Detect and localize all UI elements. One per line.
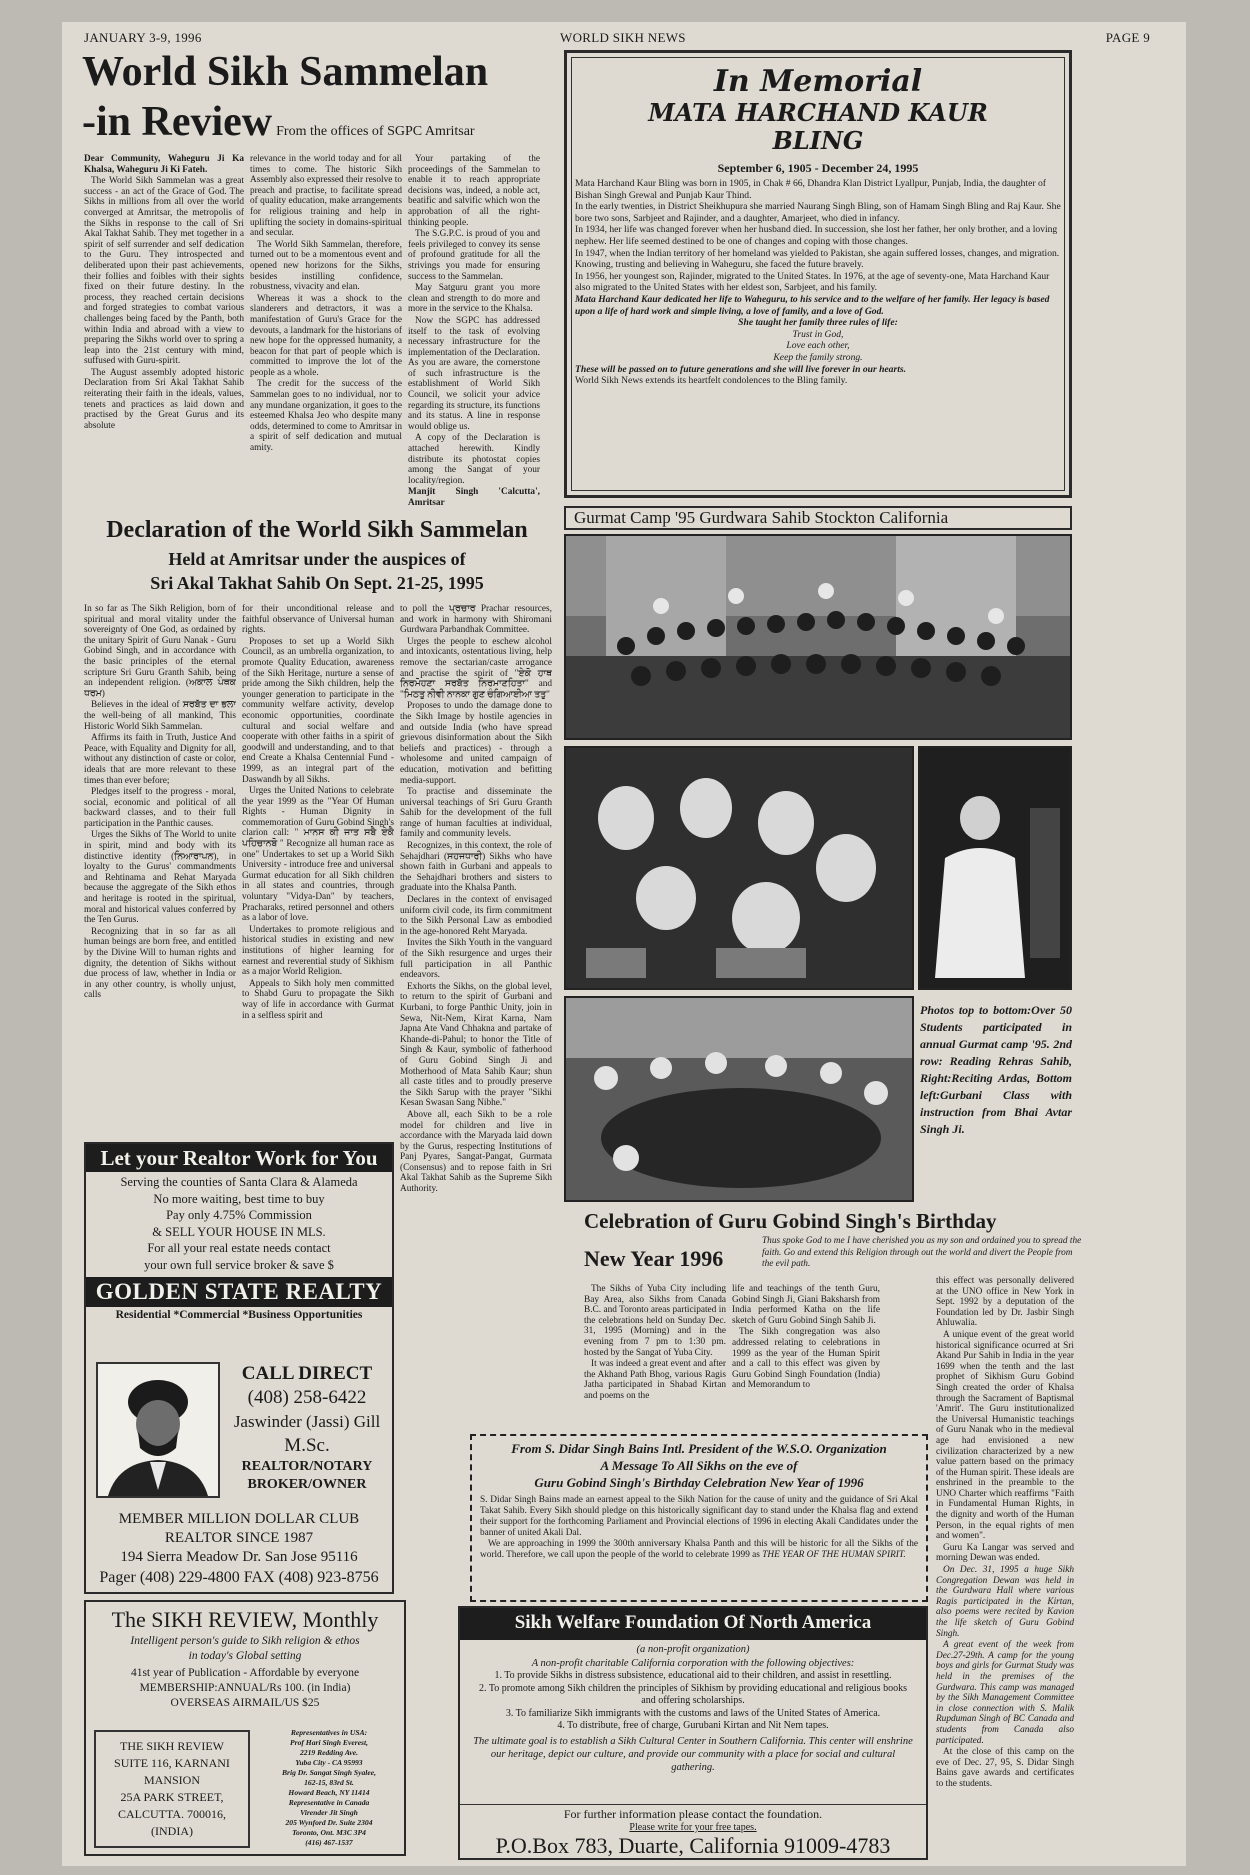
declaration-paragraph: Proposes to set up a World Sikh Council, as an umbrella organization, to promote Quality Education, awareness of the Sikh Heritage, nurture a sense of pride among the Sikh children, help the younger generation to participate in the community welfare activity, develop economic opportunities, coordinate cultural and social welfare and cooperate with other faiths in a spirit of goodwill and understanding, and to that end Create a Khalsa Centennial Fund - 1999, as an integral part of the Daswandh by all Sikhs. xyxy=(242,636,394,785)
realtor-footer xyxy=(86,1510,392,1589)
declaration-paragraph: Above all, each Sikh to be a role model for children and live in accordance with the Maryada laid down by the Gurus, respecting Institutions of Panj Pyares, Sangat-Pangat, Gurmata (Consensus) and to repose faith in Sri Akal Takhat Sahib as the Supreme Sikh Authority. xyxy=(400,1109,552,1195)
review-paragraph: The S.G.P.C. is proud of you and feels privileged to convey its sense of profound gratitude for all the strivings you made for ensuring success to the Sammelan. xyxy=(408,229,540,282)
memorial-paragraph: In 1956, her youngest son, Rajinder, migrated to the United States. In 1976, at the age of seventy-one, Mata Harchand Kaur also migrated to the United States with her eldest son, Sarbjeet, and his family. xyxy=(575,270,1050,294)
realtor-services: Residential *Commercial *Business Opportunities xyxy=(115,1309,363,1321)
page-number: PAGE 9 xyxy=(1105,30,1150,45)
declaration-paragraph: Urges the Sikhs of The World to unite in spirit, mind and body with its distinctive identity (ਨਿਆਰਾਪਨ), in loyalty to the Gurus' commandments and Rehtinama and Rehat Maryada because the aggregate of the Sikh ethos and heritage is rooted in the spiritual, moral and historical values conferred by the Ten Gurus. xyxy=(84,830,236,926)
memorial-body xyxy=(575,178,1061,387)
review-paragraph: The August assembly adopted historic Declaration from Sri Akal Takhat Sahib reiterating their faith in the ideals, values, tenets and practices as laid down and practised by the Great Gurus and its absolute xyxy=(84,367,244,431)
address-line: SUITE 116, KARNANI xyxy=(114,1756,230,1770)
review-paragraph: relevance in the world today and for all times to come. The historic Sikh Assembly also expressed their resolve to preach and practise, to facilitate spread of quality education, make arrangements for religious training and help in uplifting the society in domains-spiritual and secular. xyxy=(250,154,402,239)
declaration-subtitle-2: Sri Akal Takhat Sahib On Sept. 21-25, 1995 xyxy=(150,573,484,593)
welfare-objectives xyxy=(460,1670,926,1733)
welfare-objective: 1. To provide Sikhs in distress subsistence, educational aid to their children, and assist in resettling. xyxy=(494,1670,892,1681)
address-line: (INDIA) xyxy=(151,1824,193,1838)
memorial-paragraph: In the early twenties, in District Sheikhupura she married Naurang Singh Bling, son of Hamam Singh Bling and Raj Kaur. She bore two sons, Sarbjeet and Rajinder, and a daughter, Amarjeet, who died in infancy. xyxy=(575,201,1061,224)
sikh-review-tagline: Intelligent person's guide to Sikh religion & ethos xyxy=(130,1635,360,1647)
message-heading: From S. Didar Singh Bains Intl. President of the W.S.O. Organization xyxy=(511,1441,887,1456)
ardas-photo xyxy=(918,746,1072,990)
celebration-paragraph: The Sikh congregation was also addressed relating to celebrations in 1999 as the year of the Human Spirit and a call to this effect was given by Guru Gobind Singh Foundation (India) and Memorandum to xyxy=(732,1327,880,1391)
welfare-info: For further information please contact the foundation. xyxy=(460,1804,926,1821)
celebration-paragraph: A unique event of the great world historical significance ocurred at Sri Akand Pur Sahib in India in the year 1699 when the tenth and the last prophet of Sikhism Guru Gobind Singh created the order of Khalsa through the Sacrament of Baptismal 'Amrit'. The Guru institutionalized the Universal Humanistic teachings of Guru Nanak who in the medieval age had envisioned a new civilization characterized by a new value pattern based on the primacy of the Human spirit. These ideals are enshrined in the preamble to the UNO Charter which reaffirms "Faith in Fundamental Human Rights, in the dignity and worth of the Human Person, in the equal rights of men and women". xyxy=(936,1329,1074,1542)
sikh-review-membership: MEMBERSHIP:ANNUAL/Rs 100. (in India) xyxy=(139,1682,351,1694)
rep-line: (416) 467-1537 xyxy=(305,1838,353,1847)
memorial-name: MATA HARCHAND KAUR xyxy=(648,98,988,127)
paper-name: WORLD SIKH NEWS xyxy=(560,30,686,45)
celebration-quote: Thus spoke God to me I have cherished you as my son and ordained you to spread the faith. Go and extend this Religion through out the world and divert the People from the evil path. xyxy=(762,1236,1082,1269)
memorial-rule: Trust in God, xyxy=(792,328,844,340)
declaration-paragraph: Proposes to undo the damage done to the Sikh Image by hostile agencies in and outside India (who have spread grievous disinformation about the Sikh beliefs and practices) - through a wholesome and united campaign of education, motivation and befitting media-support. xyxy=(400,701,552,786)
review-paragraph: May Satguru grant you more clean and strength to do more and more in the service to the Khalsa. xyxy=(408,283,540,315)
welfare-tapes-link[interactable]: Please write for your free tapes. xyxy=(629,1822,757,1833)
celebration-paragraph: On Dec. 31, 1995 a huge Sikh Congregation Dewan was held in the Gurdwara Hall where various Ragis participated in the Kirtan, also poems were recited by Kavion the life sketch of Guru Gobind Singh. xyxy=(936,1565,1074,1639)
message-subheading: A Message To All Sikhs on the eve of xyxy=(600,1458,798,1473)
review-paragraph: A copy of the Declaration is attached herewith. Kindly distribute its photostat copies among the Sangat of your locality/region. xyxy=(408,433,540,486)
memorial-title: In Memorial xyxy=(713,64,923,99)
rep-line: Toronto, Ont. M3C 3P4 xyxy=(292,1828,366,1837)
declaration-paragraph: Declares in the context of envisaged uniform civil code, its firm commitment to the Sikh Personal Law as embodied in the age-honored Reht Maryada. xyxy=(400,895,552,937)
memorial-rules-intro: She taught her family three rules of life: xyxy=(738,317,898,329)
memorial-dates: September 6, 1905 - December 24, 1995 xyxy=(717,161,919,175)
rep-line: Howard Beach, NY 11414 xyxy=(288,1788,370,1797)
review-paragraph: The World Sikh Sammelan, therefore, turned out to be a momentous event and opened new horizons for the Sikhs, besides instilling confidence, robustness, vivacity and elan. xyxy=(250,239,402,293)
realtor-pitch xyxy=(86,1174,392,1273)
celebration-paragraph: At the close of this camp on the eve of Dec. 27, 95, S. Didar Singh Bains gave awards and certificates to the students. xyxy=(936,1747,1074,1789)
memorial-box xyxy=(564,50,1072,498)
rep-line: Representative in Canada xyxy=(288,1798,370,1807)
sikh-review-representatives xyxy=(256,1728,402,1848)
gurmat-heading: Gurmat Camp '95 Gurdwara Sahib Stockton California xyxy=(564,506,1072,530)
welfare-foundation-ad xyxy=(458,1606,928,1860)
message-occasion: Guru Gobind Singh's Birthday Celebration New Year of 1996 xyxy=(534,1475,864,1490)
address-line: THE SIKH REVIEW xyxy=(120,1739,224,1753)
review-paragraph: Your partaking of the proceedings of the Sammelan to enable it to reach appropriate decisions was, indeed, a noble act, beatific and salvific which won the approbation of all the right-thinking people. xyxy=(408,154,540,228)
gurbani-class-photo xyxy=(564,996,914,1202)
review-title-line2 xyxy=(82,98,542,146)
celebration-subtitle: New Year 1996 xyxy=(584,1246,724,1271)
declaration-paragraph: Urges the United Nations to celebrate the year 1999 as the "Year Of Human Rights - Human Dignity in commemoration of Guru Gobind Singh's clarion call: " ਮਾਨਸ ਕੀ ਜਾਤ ਸਬੈ ਏਕੈ ਪਹਿਚਾਨਬੋ " Recognize all human race as one" Undertakes to set up a World Sikh University - introduce free and universal Gurmat education for all Sikh children in all states and countries, through voluntary "Vidya-Dan" by teachers, Pracharaks, retired personnel and others as a labor of love. xyxy=(242,786,394,924)
review-col-3 xyxy=(408,154,540,532)
realtor-club: MEMBER MILLION DOLLAR CLUB xyxy=(118,1511,360,1527)
photo-caption: Photos top to bottom:Over 50 Students participated in annual Gurmat camp '95. 2nd row: Reading Rehras Sahib, Right:Reciting Ardas, Bottom left:Gurbani Class with instruction from Bhai Avtar Singh Ji. xyxy=(920,1003,1072,1136)
review-col-1 xyxy=(84,154,244,532)
sikh-review-title: The SIKH REVIEW, Monthly xyxy=(111,1607,379,1632)
declaration-title: Declaration of the World Sikh Sammelan xyxy=(106,517,528,543)
issue-date: JANUARY 3-9, 1996 xyxy=(84,30,202,45)
rep-line: Yuba City - CA 95993 xyxy=(295,1758,363,1767)
celebration-paragraph: A great event of the week from Dec.27-29th. A camp for the young boys and girls for Gurmat Study was held in the premises of the Gurdwara. This camp was managed by the Sikh Management Committee in close connection with S. Malik Rupduman Singh of BC Canada and students from Canada also participated. xyxy=(936,1640,1074,1746)
welfare-pobox: P.O.Box 783, Duarte, California 91009-4783 xyxy=(495,1833,891,1858)
review-paragraph: Whereas it was a shock to the slanderers and detractors, it was a manifestation of Guru's Grace for the devouts, a landmark for the historians of new hope for the oppressed humanity, a beacon for that part of people which is committed to improve the lot of the people as a whole. xyxy=(250,293,402,378)
review-salutation: Dear Community, Waheguru Ji Ka Khalsa, Waheguru Ji Ki Fateh. xyxy=(84,154,244,175)
realtor-agent-name: Jaswinder (Jassi) Gill xyxy=(233,1412,381,1431)
sikh-review-ad xyxy=(84,1600,406,1856)
memorial-surname: BLING xyxy=(772,126,864,155)
address-line: 25A PARK STREET, xyxy=(120,1790,224,1804)
message-appeal: We are approaching in 1999 the 300th anniversary Khalsa Panth and this will be historic for all the Sikhs of the world. Therefore, we call upon the people of the world to celebrate 1999 as xyxy=(480,1539,918,1560)
declaration-paragraph: Believes in the ideal of ਸਰਬੱਤ ਦਾ ਭਲਾ the well-being of all mankind, This Historic World Sikh Sammelan. xyxy=(84,700,236,732)
declaration-paragraph: for their unconditional release and faithful observance of Universal human rights. xyxy=(242,604,394,636)
celebration-paragraph: life and teachings of the tenth Guru, Gobind Singh Ji, Giani Baksharsh from India performed Katha on the life sketch of Guru Gobind Singh Sahib Ji. xyxy=(732,1284,880,1326)
celebration-paragraph: It was indeed a great event and after the Akhand Path Bhog, various Ragis Jatha participated in Shabad Kirtan and poems on the xyxy=(584,1359,726,1401)
rep-line: 2219 Redding Ave. xyxy=(299,1748,358,1757)
realtor-headline: Let your Realtor Work for You xyxy=(86,1144,392,1172)
realtor-contact xyxy=(222,1362,392,1494)
realtor-company: GOLDEN STATE REALTY xyxy=(86,1277,392,1307)
memorial-paragraph: Mata Harchand Kaur Bling was born in 1905, in Chak # 66, Dhandra Klan District Lyallpur, Punjab, India, the daughter of Bishan Singh Grewal and Punjab Kaur Thind. xyxy=(575,178,1046,201)
realtor-call-label: CALL DIRECT xyxy=(241,1363,373,1384)
sikh-review-line: 41st year of Publication - Affordable by everyone xyxy=(130,1667,360,1679)
sikh-review-tagline-2: in today's Global setting xyxy=(188,1650,302,1662)
rehras-reading-photo xyxy=(564,746,914,990)
message-year-title: THE YEAR OF THE HUMAN SPIRIT. xyxy=(762,1550,906,1560)
sikh-review-address xyxy=(94,1730,250,1848)
declaration-paragraph: Appeals to Sikh holy men committed to Shabd Guru to propagate the Sikh way of life in accordance with Gurmat in a selfless spirit and xyxy=(242,978,394,1021)
realtor-line: Pay only 4.75% Commission xyxy=(166,1208,312,1222)
realtor-phone: (408) 258-6422 xyxy=(247,1387,367,1408)
gurmat-group-photo xyxy=(564,534,1072,740)
review-signature: Manjit Singh 'Calcutta', Amritsar xyxy=(408,487,540,508)
rep-line: 205 Wynford Dr. Suite 2304 xyxy=(285,1818,373,1827)
review-paragraph: Now the SGPC has addressed itself to the task of evolving necessary infrastructure for the implementation of the Declaration. As you are aware, the cornerstone of such infrastructure is the establishment of World Sikh Council, we solicit your advice regarding its structure, its functions and its status. A line in response would oblige us. xyxy=(408,315,540,432)
declaration-paragraph: Exhorts the Sikhs, on the global level, to return to the spirit of Gurbani and Kurbani, to forge Panthic Unity, join in Sewa, Nit-Nem, Kirat Karna, Nam Japna Ate Vand Chhakna and partake of Khande-di-Pahul; to honor the Title of Singh & Kaur, symbolic of fatherhood of Guru Gobind Singh Ji and Motherhood of Mata Sahib Kaur; shun all caste titles and to proudly preserve the Sikh Sarup with the prayer "Sikhi Kesan Swasan Sang Nibhe." xyxy=(400,981,552,1109)
celebration-title: Celebration of Guru Gobind Singh's Birthday xyxy=(584,1209,997,1233)
rep-line: Brig Dr. Sangat Singh Syalee, xyxy=(281,1768,377,1777)
memorial-rule: Love each other, xyxy=(786,340,850,352)
welfare-objective: 4. To distribute, free of charge, Gurubani Kirtan and Nit Nem tapes. xyxy=(557,1720,829,1731)
memorial-paragraph: Knowing, trusting and believing in Waheguru, she faced the future bravely. xyxy=(575,259,864,271)
celebration-col-2 xyxy=(732,1284,880,1434)
review-paragraph: The credit for the success of the Sammelan goes to no individual, nor to any mundane organization, it goes to the esteemed Khalsa Jeo who despite many odds, determined to come to Amritsar in a spirit of self dedication and mutual amity. xyxy=(250,379,402,454)
declaration-paragraph: Urges the people to eschew alcohol and intoxicants, ostentatious living, help remove the sectarian/caste arrogance and practise the spirit of "ਏਕੋ ਹਾਥ ਨਿਰਮੋਹਣਾ ਸਰਬੱਤ ਨਿਰਮਾਣਹਿਤਾ" and "ਮਿਠਤੁ ਨੀਵੀ ਨਾਨਕਾ ਗੁਣ ਚੰਗਿਆਈਆ ਤਤੁ" xyxy=(400,636,552,700)
declaration-paragraph: Recognizing that in so far as all human beings are born free, and entitled by the Divine Will to human rights and dignity, the detention of Sikhs without due process of law, whether in India or in any other country, is wholly unjust, calls xyxy=(84,926,236,1001)
realtor-avatar xyxy=(96,1362,220,1498)
realtor-address: 194 Sierra Meadow Dr. San Jose 95116 xyxy=(120,1549,358,1565)
review-byline: From the offices of SGPC Amritsar xyxy=(276,124,475,139)
address-line: MANSION xyxy=(143,1773,200,1787)
declaration-paragraph: Affirms its faith in Truth, Justice And Peace, with Equality and Dignity for all, without any distinction of caste or color, ideals that are more relevant to these times than ever before; xyxy=(84,733,236,786)
realtor-since: REALTOR SINCE 1987 xyxy=(164,1530,314,1546)
rep-line: 162-15, 83rd St. xyxy=(304,1778,354,1787)
realtor-role-1: REALTOR/NOTARY xyxy=(241,1459,373,1474)
realtor-pager: Pager (408) 229-4800 FAX (408) 923-8756 xyxy=(99,1569,379,1586)
welfare-subtitle: (a non-profit organization) xyxy=(636,1644,750,1655)
rep-line: Prof Hari Singh Everest, xyxy=(289,1738,369,1747)
welfare-goal: The ultimate goal is to establish a Sikh Cultural Center in Southern California. This center will enshrine our heritage, depict our culture, and provide our community with a place for social and cultural gathering. xyxy=(473,1735,913,1773)
declaration-subtitle-1: Held at Amritsar under the auspices of xyxy=(168,549,466,569)
welfare-intro: A non-profit charitable California corporation with the following objectives: xyxy=(531,1658,855,1669)
celebration-paragraph: Guru Ka Langar was served and morning Dewan was ended. xyxy=(936,1542,1074,1564)
realtor-role-2: BROKER/OWNER xyxy=(247,1477,367,1492)
celebration-col-1 xyxy=(584,1284,726,1434)
sikh-review-overseas: OVERSEAS AIRMAIL/US $25 xyxy=(170,1697,320,1709)
realtor-degree: M.Sc. xyxy=(284,1435,330,1456)
welfare-title: Sikh Welfare Foundation Of North America xyxy=(460,1608,926,1640)
memorial-paragraph: In 1934, her life was changed forever when her husband died. In succession, she lost her father, her only brother, and a loving nephew. Her life seemed destined to be one of changes and coping with those changes. xyxy=(575,224,1058,247)
declaration-col-1 xyxy=(84,604,236,1140)
memorial-closing: These will be passed on to future generations and she will live forever in our hearts. xyxy=(575,363,907,375)
realtor-ad xyxy=(84,1142,394,1594)
message-body-2 xyxy=(480,1539,918,1561)
declaration-paragraph: to poll the ਪ੍ਰਚਾਰ Prachar resources, and work in harmony with Shiromani Gurdwara Parbandhak Committee. xyxy=(400,604,552,636)
celebration-col-3 xyxy=(936,1276,1074,1858)
rep-line: Virender Jit Singh xyxy=(300,1808,358,1817)
review-col-2 xyxy=(250,154,402,532)
realtor-line: Serving the counties of Santa Clara & Alameda xyxy=(120,1175,358,1189)
newspaper-page xyxy=(62,22,1186,1866)
welfare-objective: 2. To promote among Sikh children the principles of Sikhism by providing educational and religious books and offering scholarships. xyxy=(479,1682,907,1706)
realtor-line: No more waiting, best time to buy xyxy=(153,1191,325,1206)
wso-message-box xyxy=(470,1434,928,1602)
realtor-line: your own full service broker & save $ xyxy=(144,1257,334,1272)
review-paragraph: The World Sikh Sammelan was a great success - an act of the Grace of God. The Sikhs in millions from all over the world converged at Amritsar, the metropolis of the Sikhs in response to the call of Sri Akal Takhat Sahib. They met together in a spirit of self surrender and self dedication to the Guru. They introspected and deliberated upon their past achievements, their follies and foibles with their sights fixed on their future destiny. In the process, they reached certain decisions and forged strategies to combat various challenges being faced by the Panth, both within India and abroad with a view to preparing the Sikhs world over to spring a leap into the 21st century with mind, suffused with Guru-spirit. xyxy=(84,176,244,367)
address-line: CALCUTTA. 700016, xyxy=(117,1807,227,1821)
memorial-condolence: World Sikh News extends its heartfelt condolences to the Bling family. xyxy=(575,375,848,387)
message-body: S. Didar Singh Bains made an earnest appeal to the Sikh Nation for the cause of unity and the guidance of Sri Akal Takat Sahib. Every Sikh should pledge on this historically significant day to stand under the Khalsa flag and extend their support for the forthcoming Parliament and Provincial elections of 1996 in electing Akali Candidates under the banner of united Akali Dal. xyxy=(480,1495,918,1538)
realtor-line: & SELL YOUR HOUSE IN MLS. xyxy=(152,1224,326,1239)
declaration-paragraph: In so far as The Sikh Religion, born of spiritual and moral vitality under the sovereignty of One God, as ordained by the unitary Spirit of Guru Nanak - Guru Gobind Singh, and in accordance with the basic principles of the eternal scripture Sri Guru Granth Sahib, being an independent religion. (ਅਕਾਲ ਪੰਥਕ ਧਰਮ) xyxy=(84,604,236,699)
declaration-paragraph: Pledges itself to the progress - moral, social, economic and political of all backward classes, and to their full participation in the Panthic causes. xyxy=(84,787,236,829)
review-title-2: -in Review xyxy=(82,99,273,145)
declaration-paragraph: Undertakes to promote religious and historical studies in existing and new institutions of higher learning for earnest and reverential study of Sikhism as a major World Religion. xyxy=(242,924,394,978)
memorial-paragraph: In 1947, when the Indian territory of her homeland was yielded to Pakistan, she again suffered losses, changes, and migration. xyxy=(575,247,1060,259)
declaration-paragraph: Invites the Sikh Youth in the vanguard of the Sikh resurgence and urges their full participation in all Panthic endeavors. xyxy=(400,938,552,981)
welfare-objective: 3. To familiarize Sikh immigrants with the customs and laws of the United States of America. xyxy=(505,1707,881,1719)
celebration-paragraph: this effect was personally delivered at the UNO office in New York in Sept. 1992 by a deputation of the Foundation led by Dr. Jasbir Singh Ahluwalia. xyxy=(936,1276,1074,1329)
celebration-paragraph: The Sikhs of Yuba City including Bay Area, also Sikhs from Canada B.C. and Toronto areas participated in the celebrations held on Sunday Dec. 31, 1995 (Morning) and in the evening from 7 pm to 1:30 pm. hosted by the Sangat of Yuba City. xyxy=(584,1284,726,1358)
rep-line: Representatives in USA: xyxy=(290,1728,368,1737)
declaration-col-3 xyxy=(400,604,552,1434)
declaration-paragraph: Recognizes, in this context, the role of Sehajdhari (ਸਹਜਧਾਰੀ) Sikhs who have shown faith in Gurbani and appeals to the Sehajdhari brothers and sisters to graduate into the Khalsa Panth. xyxy=(400,841,552,894)
memorial-rule: Keep the family strong. xyxy=(773,351,863,363)
declaration-col-2 xyxy=(242,604,394,1140)
realtor-line: For all your real estate needs contact xyxy=(147,1241,331,1255)
review-title: World Sikh Sammelan xyxy=(82,49,489,95)
memorial-legacy: Mata Harchand Kaur dedicated her life to Waheguru, to his service and to the welfare of her family. Her legacy is based upon a life of hard work and simple living, a love of family, and a love of God. xyxy=(575,293,1050,317)
declaration-paragraph: To practise and disseminate the universal teachings of Sri Guru Granth Sahib for the development of the full range of human faculties at individual, family and community levels. xyxy=(400,787,552,840)
